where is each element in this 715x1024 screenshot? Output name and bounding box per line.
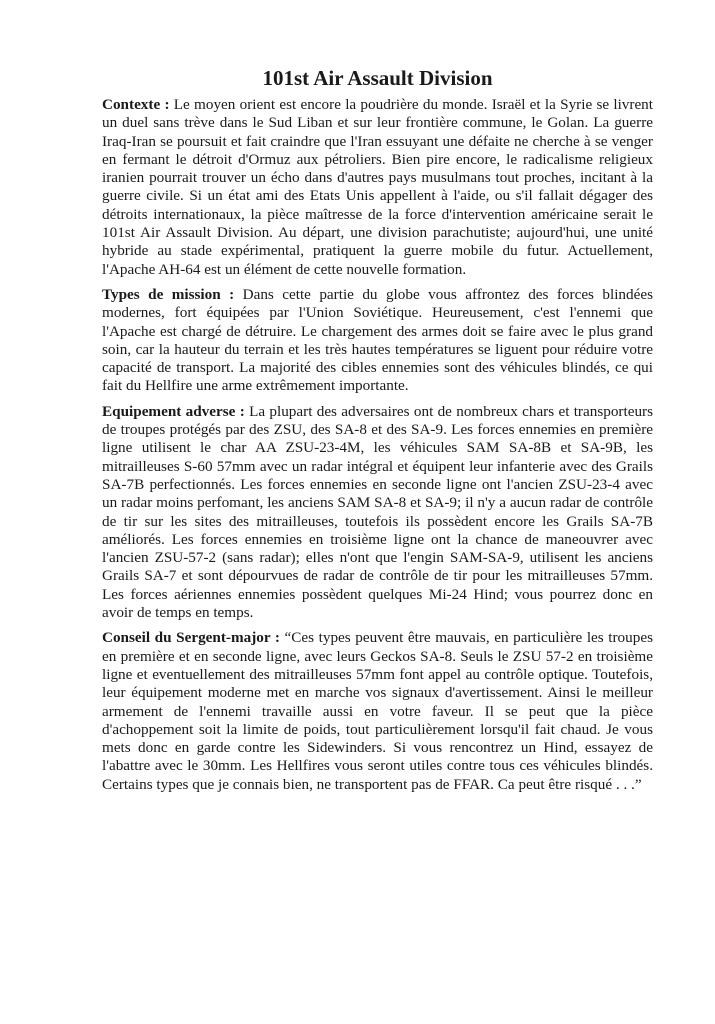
section-equipement-adverse [102,403,653,623]
section-text: “Ces types peuvent être mauvais, en particulière les troupes en première et en seconde ligne, avec leurs Geckos SA-8. Seuls le ZSU 57-2 en troisième ligne et eventuellement des mitrailleuses 57mm font appel au contrôle optique. Toutefois, leur équipement moderne met en marche vos signaux d'avertissement. Ainsi le meilleur armement de l'ennemi travaille aussi en votre faveur. Il se peut que la pièce d'achoppement soit la limite de poids, tout particulièrement lorsqu'il fait chaud. Je vous mets donc en garde contre les Sidewinders. Si vous rencontrez un Hind, essayez de l'abattre avec le 30mm. Les Hellfires vous seront utiles contre tous ces véhicules blindés. Certains types que je connais bien, ne transportent pas de FFAR. Ca peut être risqué . . .” [102,629,653,793]
document-page [102,64,653,801]
section-label: Contexte : [102,96,170,113]
section-label: Conseil du Sergent-major : [102,629,280,647]
section-text: La plupart des adversaires ont de nombreux chars et transporteurs de troupes protégés par des ZSU, des SA-8 et des SA-9. Les forces ennemies en première ligne utilisent le char AA ZSU-23-4M, les véhicules SAM SA-8B et SA-9B, les mitrailleuses S-60 57mm avec un radar intégral et équipent leur infanterie avec des Grails SA-7B perfectionnés. Les forces ennemies en seconde ligne ont l'ancien ZSU-23-4 avec un radar moins perfomant, les anciens SAM SA-8 et SA-9; il n'y a aucun radar de contrôle de tir sur les sites des mitrailleuses, toutefois ils possèdent encore les Grails SA-7B améliorés. Les forces ennemies en troisième ligne ont la chance de maneouvrer avec l'ancien ZSU-57-2 (sans radar); elles n'ont que l'engin SAM-SA-9, utilisent les anciens Grails SA-7 et sont dépourvues de radar de contrôle de tir pour les mitrailleuses 57mm. Les forces aériennes ennemies possèdent quelques Mi-24 Hind; vous pourrez donc en avoir de temps en temps. [102,402,654,622]
page-title: 101st Air Assault Division [262,66,493,90]
section-label: Types de mission : [102,285,235,303]
section-label: Equipement adverse : [102,402,245,420]
section-types-de-mission [102,286,653,396]
section-text: Le moyen orient est encore la poudrière du monde. Israël et la Syrie se livrent un duel sans trève dans le Sud Liban et sur leur frontière commune, le Golan. La guerre Iraq-Iran se poursuit et fait craindre que l'Iran essuyant une défaite ne cherche à se venger en fermant le détroit d'Ormuz aux pétroliers. Bien pire encore, le radicalisme religieux iranien pourrait trouver un écho dans d'autres pays musulmans tout proches, incitant à la guerre civile. Si un état ami des Etats Unis appellent à l'aide, ou s'il fallait dégager des détroits internationaux, la pièce maîtresse de la force d'intervention américaine serait le 101st Air Assault Division. Au départ, une division parachutiste; aujourd'hui, une unité hybride au stade expérimental, pratiquent la guerre mobile du futur. Actuellement, l'Apache AH-64 est un élément de cette nouvelle formation. [102,96,653,278]
section-text: Dans cette partie du globe vous affrontez des forces blindées modernes, fort équipées par l'Union Soviétique. Heureusement, c'est l'ennemi que l'Apache est chargé de détruire. Le chargement des armes doit se faire avec le plus grand soin, car la hauteur du terrain et les très hautes températures se liguent pour réduire votre capacité de transport. La majorité des cibles ennemies sont des véhicules blindés, ce qui fait du Hellfire une arme extrêmement importante. [102,285,654,395]
section-conseil-du-sergent-major [102,629,653,794]
section-contexte [102,96,653,279]
